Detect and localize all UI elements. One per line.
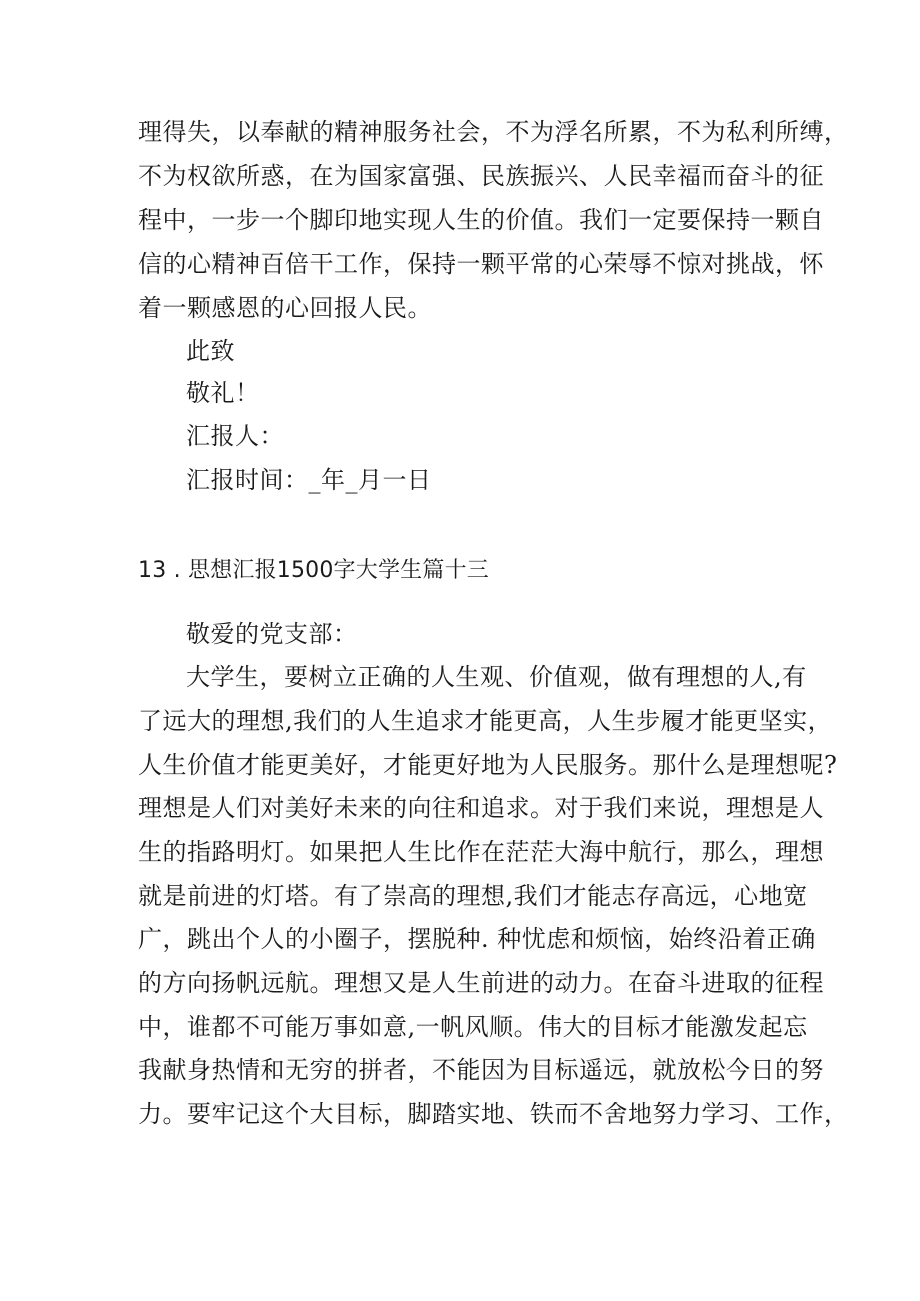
- paragraph-line: 的方向扬帆远航。理想又是人生前进的动力。在奋斗进取的征程: [138, 969, 824, 997]
- paragraph-line: 人生价值才能更美好，才能更好地为人民服务。那什么是理想呢?: [138, 751, 838, 779]
- paragraph-line: 大学生，要树立正确的人生观、价值观，做有理想的人,有: [186, 663, 807, 691]
- paragraph-line: 理想是人们对美好未来的向往和追求。对于我们来说，理想是人: [138, 794, 824, 822]
- paragraph-line: 着一颗感恩的心回报人民。: [138, 294, 432, 322]
- reporter-label: 汇报人：: [186, 422, 284, 450]
- paragraph-line: 生的指路明灯。如果把人生比作在茫茫大海中航行，那么，理想: [138, 838, 824, 866]
- paragraph-line: 我献身热情和无穷的拼者，不能因为目标遥远，就放松今日的努: [138, 1056, 824, 1084]
- closing-regards: 敬礼！: [186, 379, 260, 407]
- paragraph-line: 力。要牢记这个大目标，脚踏实地、铁而不舍地努力学习、工作，: [138, 1100, 849, 1128]
- paragraph-line: 理得失，以奉献的精神服务社会，不为浮名所累，不为私利所缚，: [138, 118, 849, 146]
- paragraph-line: 中，谁都不可能万事如意,一帆风顺。伟大的目标才能激发起忘: [138, 1013, 808, 1041]
- paragraph-line: 广，跳出个人的小圈子，摆脱种. 种忧虑和烦恼，始终沿着正确: [138, 925, 816, 953]
- paragraph-line: 了远大的理想,我们的人生追求才能更高，人生步履才能更坚实，: [138, 707, 833, 735]
- paragraph-line: 程中，一步一个脚印地实现人生的价值。我们一定要保持一颗自: [138, 206, 824, 234]
- paragraph-line: 不为权欲所惑，在为国家富强、民族振兴、人民幸福而奋斗的征: [138, 162, 824, 190]
- paragraph-line: 就是前进的灯塔。有了崇高的理想,我们才能志存高远，心地宽: [138, 882, 808, 910]
- paragraph-line: 信的心精神百倍干工作，保持一颗平常的心荣辱不惊对挑战，怀: [138, 250, 824, 278]
- closing-salutation: 此致: [186, 337, 235, 365]
- greeting: 敬爱的党支部：: [186, 620, 358, 648]
- report-time: 汇报时间：_年_月一日: [186, 466, 432, 494]
- section-heading: 13 . 思想汇报1500字大学生篇十三: [138, 558, 489, 583]
